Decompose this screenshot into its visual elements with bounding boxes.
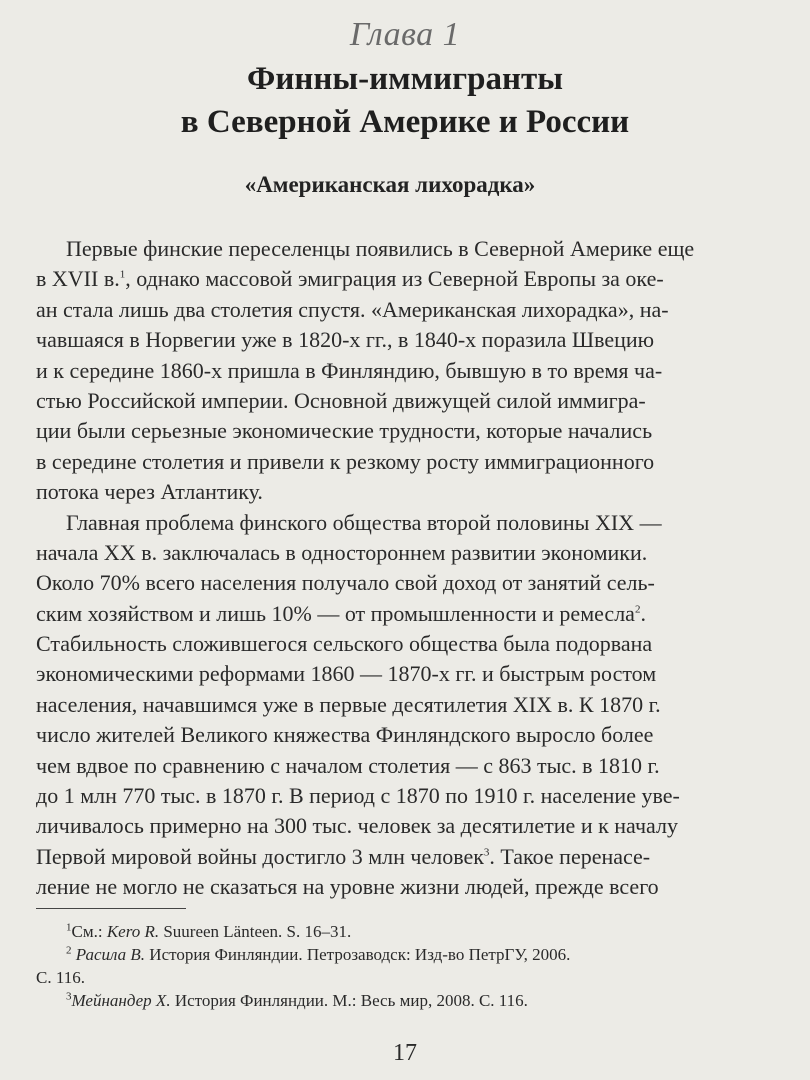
footnote-author: Расила В.	[75, 945, 146, 964]
text-line	[36, 599, 646, 629]
footnote-author: Kero R.	[106, 922, 160, 941]
paragraph-1-line	[36, 386, 766, 416]
footnote-number-1: 1	[66, 921, 72, 934]
footnote-source: История Финляндии. Петрозаводск: Изд-во ПетрГУ, 2006.	[145, 945, 571, 964]
paragraph-2-line	[36, 842, 766, 872]
footnote-source: С. 116.	[36, 968, 85, 987]
text-segment: Первой мировой войны достигло 3 млн человек	[36, 843, 484, 869]
text-line: Главная проблема финского общества второй половины XIX —	[66, 509, 662, 535]
footnote-3	[36, 989, 766, 1012]
footnote-2-continued	[36, 966, 766, 989]
paragraph-2-line	[36, 781, 766, 811]
text-line: личивалось примерно на 300 тыс. человек за десятилетие и к началу	[36, 813, 678, 839]
paragraph-2-line	[36, 599, 766, 629]
footnote-2	[36, 943, 766, 966]
paragraph-2-line	[36, 538, 766, 568]
text-segment: ским хозяйством и лишь 10% — от промышленности и ремесла	[36, 600, 635, 626]
footnote-text	[66, 989, 528, 1012]
text-segment: .	[640, 600, 646, 626]
footnote-text	[66, 920, 351, 943]
footnote-number-3: 3	[66, 990, 72, 1003]
footnote-text	[66, 943, 570, 966]
paragraph-1-line	[36, 447, 766, 477]
text-line: стью Российской империи. Основной движущей силой иммигра-	[36, 387, 646, 413]
paragraph-2-line	[36, 690, 766, 720]
footnote-author: Мейнандер Х.	[71, 991, 171, 1010]
paragraph-1-line	[36, 234, 766, 264]
text-line: ции были серьезные экономические трудности, которые начались	[36, 418, 653, 444]
footnote-prefix: См.:	[71, 922, 107, 941]
paragraph-2-line	[36, 659, 766, 689]
footnote-mark-3: 3	[483, 846, 490, 859]
text-line: до 1 млн 770 тыс. в 1870 г. В период с 1870 по 1910 г. население уве-	[36, 783, 680, 809]
footnote-1	[36, 920, 766, 943]
text-line: и к середине 1860-х пришла в Финляндию, бывшую в то время ча-	[36, 357, 663, 383]
text-line: чем вдвое по сравнению с началом столетия — с 863 тыс. в 1810 г.	[36, 752, 660, 778]
paragraph-2-line	[36, 811, 766, 841]
paragraph-1-line	[36, 356, 766, 386]
paragraph-1-line	[36, 295, 766, 325]
paragraph-2-line	[36, 872, 766, 902]
chapter-title-line-2: в Северной Америке и России	[180, 104, 630, 140]
text-segment: . Такое перенасе-	[489, 843, 651, 869]
footnote-mark-2: 2	[634, 603, 641, 616]
paragraph-1-line	[36, 416, 766, 446]
section-title: «Американская лихорадка»	[244, 172, 536, 197]
footnote-mark-1: 1	[119, 269, 126, 282]
chapter-title	[0, 58, 810, 144]
paragraph-2-line	[36, 629, 766, 659]
text-line: начала XX в. заключалась в одностороннем развитии экономики.	[36, 539, 648, 565]
footnote-source: Suureen Länteen. S. 16–31.	[159, 922, 352, 941]
footnote-source: История Финляндии. М.: Весь мир, 2008. С. 116.	[170, 991, 528, 1010]
paragraph-1-line	[36, 477, 766, 507]
chapter-title-line-1: Финны-иммигранты	[247, 61, 563, 97]
paragraph-2-line	[36, 751, 766, 781]
chapter-label: Глава 1	[349, 16, 461, 53]
text-line: экономическими реформами 1860 — 1870-х гг. и быстрым ростом	[36, 661, 657, 687]
text-segment: , однако массовой эмиграция из Северной Европы за оке-	[125, 266, 664, 292]
body-text	[36, 234, 766, 903]
text-line: Около 70% всего населения получало свой доход от занятий сель-	[36, 570, 655, 596]
paragraph-2-line	[36, 568, 766, 598]
text-line: число жителей Великого княжества Финляндского выросло более	[36, 722, 654, 748]
text-line: Стабильность сложившегося сельского общества была подорвана	[36, 631, 653, 657]
page-number: 17	[393, 1040, 417, 1066]
text-line	[36, 264, 664, 294]
footnote-divider	[36, 908, 186, 909]
paragraph-1-line	[36, 264, 766, 294]
text-line	[36, 842, 650, 872]
text-segment: в XVII в.	[36, 266, 120, 292]
text-line: ан стала лишь два столетия спустя. «Американская лихорадка», на-	[36, 296, 669, 322]
footnote-number-2: 2	[66, 944, 72, 957]
text-line: потока через Атлантику.	[36, 479, 263, 505]
paragraph-2-line	[36, 508, 766, 538]
paragraph-1-line	[36, 325, 766, 355]
text-line: Первые финские переселенцы появились в Северной Америке еще	[66, 236, 695, 261]
text-line: населения, начавшимся уже в первые десятилетия XIX в. К 1870 г.	[36, 691, 661, 717]
paragraph-2-line	[36, 720, 766, 750]
footnotes	[36, 920, 766, 1012]
text-line: ление не могло не сказаться на уровне жизни людей, прежде всего	[36, 874, 659, 900]
text-line: чавшаяся в Норвегии уже в 1820-х гг., в 1840-х поразила Швецию	[36, 327, 655, 353]
text-line: в середине столетия и привели к резкому росту иммиграционного	[36, 448, 655, 474]
